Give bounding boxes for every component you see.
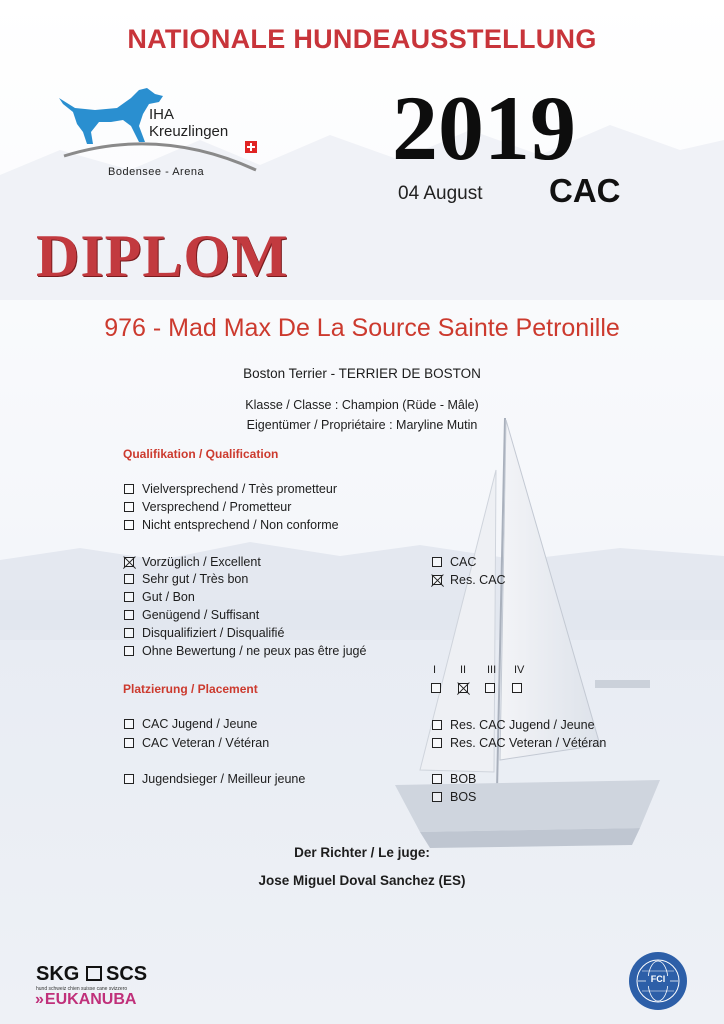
iha-kreuzlingen-logo xyxy=(55,86,275,186)
checkbox[interactable] xyxy=(124,502,134,512)
placement-option[interactable] xyxy=(432,718,595,732)
qualification-heading: Qualifikation / Qualification xyxy=(123,447,279,461)
option-label: CAC xyxy=(450,555,477,569)
award-option[interactable] xyxy=(432,555,476,569)
qualification-option[interactable] xyxy=(124,644,366,658)
logo-line-iha: IHA xyxy=(149,106,175,123)
placement-option[interactable] xyxy=(432,736,606,750)
option-label: CAC Veteran / Vétéran xyxy=(142,736,270,750)
option-label: Nicht entsprechend / Non conforme xyxy=(142,518,339,532)
house-icon xyxy=(86,966,102,981)
option-label: Ohne Bewertung / ne peux pas être jugé xyxy=(142,644,367,658)
rank-checkbox-checked[interactable] xyxy=(458,683,468,693)
checkbox[interactable] xyxy=(124,774,134,784)
checkbox[interactable] xyxy=(124,719,134,729)
option-label: Sehr gut / Très bon xyxy=(142,572,249,586)
checkbox[interactable] xyxy=(124,520,134,530)
best-option[interactable] xyxy=(432,772,476,786)
event-title: NATIONALE HUNDEAUSSTELLUNG xyxy=(127,24,597,54)
option-label: Vielversprechend / Très prometteur xyxy=(142,482,338,496)
option-label: CAC Jugend / Jeune xyxy=(142,717,258,731)
qualification-option[interactable] xyxy=(124,555,261,569)
scs-text: SCS xyxy=(106,963,148,985)
checkbox[interactable] xyxy=(124,610,134,620)
checkbox[interactable] xyxy=(124,738,134,748)
rank-checkbox[interactable] xyxy=(512,683,522,693)
option-label: Vorzüglich / Excellent xyxy=(142,555,261,569)
rank-checkbox[interactable] xyxy=(485,683,495,693)
chevron-right-icon: » xyxy=(35,991,44,1008)
checkbox[interactable] xyxy=(124,484,134,494)
award-option[interactable] xyxy=(432,573,506,587)
checkbox[interactable] xyxy=(432,774,442,784)
placement-heading: Platzierung / Placement xyxy=(123,682,258,696)
option-label: BOB xyxy=(450,772,477,786)
skg-subtitle: hund schweiz chien suisse cane svizzero xyxy=(36,986,128,992)
qualification-option[interactable] xyxy=(124,626,284,640)
logo-venue: Bodensee - Arena xyxy=(108,166,205,178)
checkbox[interactable] xyxy=(432,792,442,802)
rank-checkboxes xyxy=(431,683,530,693)
qualification-option[interactable] xyxy=(124,608,259,622)
option-label: Versprechend / Prometteur xyxy=(142,500,292,514)
checkbox[interactable] xyxy=(124,646,134,656)
eukanuba-text: EUKANUBA xyxy=(44,991,137,1008)
option-label: Genügend / Suffisant xyxy=(142,608,260,622)
eukanuba-logo xyxy=(35,991,136,1009)
checkbox[interactable] xyxy=(124,592,134,602)
skg-text: SKG xyxy=(36,963,80,985)
best-option[interactable] xyxy=(432,790,476,804)
qualification-option[interactable] xyxy=(124,500,291,514)
judge-heading: Der Richter / Le juge: xyxy=(294,845,430,860)
diploma-heading: DIPLOM xyxy=(36,223,289,289)
dog-name: 976 - Mad Max De La Source Sainte Petronille xyxy=(104,314,620,342)
qualification-option[interactable] xyxy=(124,590,195,604)
qualification-option[interactable] xyxy=(124,572,248,586)
rank-labels xyxy=(431,664,541,676)
option-label: BOS xyxy=(450,790,477,804)
dog-class: Klasse / Classe : Champion (Rüde - Mâle) xyxy=(245,398,479,412)
rank-label: IV xyxy=(514,664,525,676)
swiss-flag-icon xyxy=(245,141,257,153)
checkbox[interactable] xyxy=(124,628,134,638)
option-label: Res. CAC Veteran / Vétéran xyxy=(450,736,607,750)
rank-label: III xyxy=(487,664,497,676)
rank-checkbox[interactable] xyxy=(431,683,441,693)
rank-label: I xyxy=(433,664,437,676)
fci-text: FCI xyxy=(650,974,666,984)
judge-name: Jose Miguel Doval Sanchez (ES) xyxy=(258,873,466,888)
dog-breed: Boston Terrier - TERRIER DE BOSTON xyxy=(243,366,481,381)
checkbox-checked[interactable] xyxy=(432,575,442,585)
placement-option[interactable] xyxy=(124,717,257,731)
checkbox[interactable] xyxy=(124,574,134,584)
event-year: 2019 xyxy=(392,77,576,179)
option-label: Jugendsieger / Meilleur jeune xyxy=(142,772,306,786)
dog-owner: Eigentümer / Propriétaire : Maryline Mutin xyxy=(246,418,478,432)
checkbox[interactable] xyxy=(432,557,442,567)
qualification-option[interactable] xyxy=(124,518,339,532)
option-label: Res. CAC xyxy=(450,573,506,587)
rank-label: II xyxy=(460,664,467,676)
option-label: Res. CAC Jugend / Jeune xyxy=(450,718,595,732)
checkbox-checked[interactable] xyxy=(124,557,134,567)
event-date: 04 August xyxy=(398,183,483,204)
checkbox[interactable] xyxy=(432,720,442,730)
placement-option[interactable] xyxy=(124,736,269,750)
option-label: Disqualifiziert / Disqualifié xyxy=(142,626,285,640)
cac-label: CAC xyxy=(549,172,621,209)
checkbox[interactable] xyxy=(432,738,442,748)
placement-option[interactable] xyxy=(124,772,305,786)
qualification-option[interactable] xyxy=(124,482,337,496)
logo-line-kreuzlingen: Kreuzlingen xyxy=(149,123,229,140)
option-label: Gut / Bon xyxy=(142,590,195,604)
